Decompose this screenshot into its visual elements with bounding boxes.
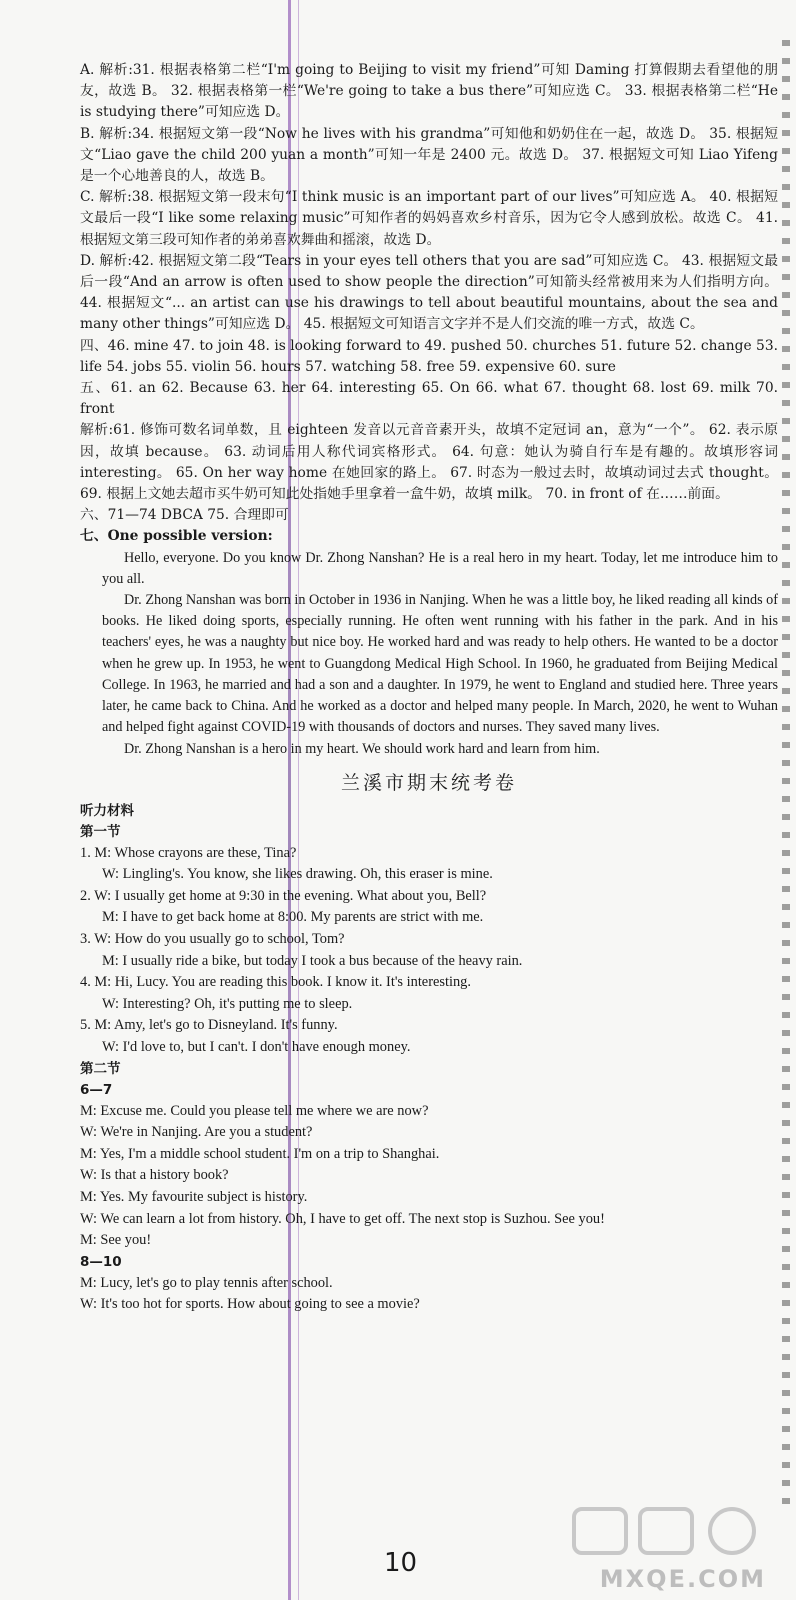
- essay-paragraph: Dr. Zhong Nanshan is a hero in my heart. We should work hard and learn from him.: [124, 740, 600, 757]
- listening-heading: 听力材料: [80, 802, 134, 819]
- content-column: [80, 60, 778, 1316]
- page-number: 10: [384, 1548, 418, 1578]
- answer-section-five-explanation: 解析:61. 修饰可数名词单数，且 eighteen 发音以元音音素开头，故填不定冠词 an，意为“一个”。 62. 表示原因，故填 because。 63. 动词后用人称代词宾格形式。 64. 句意：她认为骑自行车是有趣的。故填形容词 interesting。 65. On her way home 在她回家的路上。 67. 时态为一般过去时，故填动词过去式 thought。 69. 根据上文她去超市买牛奶可知此处指她手里拿着一盒牛奶，故填 milk。 70. in front of 在……前面。: [80, 422, 778, 503]
- dialogue-line: W: I'd love to, but I can't. I don't have enough money.: [102, 1039, 411, 1056]
- listening-section-1: 第一节: [80, 823, 121, 840]
- dialogue-line: 2. W: I usually get home at 9:30 in the evening. What about you, Bell?: [80, 887, 487, 904]
- dialogue-line: 1. M: Whose crayons are these, Tina?: [80, 844, 297, 861]
- answer-section-four: 四、46. mine 47. to join 48. is looking forward to 49. pushed 50. churches 51. future 52. change 53. life 54. jobs 55. violin 56. hours 57. watching 58. free 59. expensive 60. sure: [80, 337, 778, 375]
- answer-section-five: 五、61. an 62. Because 63. her 64. interesting 65. On 66. what 67. thought 68. lost 69. milk 70. front: [80, 380, 778, 418]
- dialogue-line: W: Is that a history book?: [80, 1167, 229, 1184]
- dialogue-line: 5. M: Amy, let's go to Disneyland. It's funny.: [80, 1017, 338, 1034]
- dialogue-line: M: Lucy, let's go to play tennis after school.: [80, 1274, 333, 1291]
- dialogue-line: M: Yes, I'm a middle school student. I'm on a trip to Shanghai.: [80, 1145, 440, 1162]
- answer-section-seven-title: 七、One possible version:: [80, 528, 273, 545]
- dialogue-line: 3. W: How do you usually go to school, Tom?: [80, 931, 345, 948]
- dialogue-line: M: I usually ride a bike, but today I took a bus because of the heavy rain.: [102, 952, 523, 969]
- watermark-text: MXQE.COM: [599, 1565, 766, 1593]
- essay-paragraph: Hello, everyone. Do you know Dr. Zhong Nanshan? He is a real hero in my heart. Today, let me introduce him to you all.: [102, 549, 778, 587]
- answer-section-six: 六、71—74 DBCA 75. 合理即可: [80, 507, 289, 524]
- answer-b: B. 解析:34. 根据短文第一段“Now he lives with his grandma”可知他和奶奶住在一起，故选 D。 35. 根据短文“Liao gave the child 200 yuan a month”可知一年是 2400 元。故选 D。 37. 根据短文可知 Liao Yifeng 是一个心地善良的人，故选 B。: [80, 125, 778, 185]
- dialogue-line: 4. M: Hi, Lucy. You are reading this book. I know it. It's interesting.: [80, 974, 471, 991]
- answer-a: A. 解析:31. 根据表格第二栏“I'm going to Beijing to visit my friend”可知 Daming 打算假期去看望他的朋友，故选 B。 32. 根据表格第一栏“We're going to take a bus there”可知应选 C。 33. 根据表格第二栏“He is studying there”可知应选 D。: [80, 62, 778, 121]
- dialogue-line: W: It's too hot for sports. How about going to see a movie?: [80, 1296, 420, 1313]
- perforated-edge: [782, 40, 790, 1510]
- exam-title: 兰溪市期末统考卷: [340, 771, 517, 794]
- listening-section-2: 第二节: [80, 1060, 121, 1077]
- answer-d: D. 解析:42. 根据短文第二段“Tears in your eyes tell others that you are sad”可知应选 C。 43. 根据短文最后一段“And an arrow is often used to show people the direction”可知箭头经常被用来为人们指明方向。 44. 根据短文“... an artist can use his drawings to tell about beautiful mountains, about the sea and many other things”可知应选 D。 45. 根据短文可知语言文字并不是人们交流的唯一方式，故选 C。: [80, 252, 778, 333]
- question-group-6-7: 6—7: [80, 1081, 113, 1098]
- dialogue-line: W: We can learn a lot from history. Oh, I have to get off. The next stop is Suzhou. See you!: [80, 1210, 605, 1227]
- dialogue-line: M: See you!: [80, 1232, 152, 1249]
- question-group-8-10: 8—10: [80, 1253, 122, 1270]
- dialogue-line: W: Interesting? Oh, it's putting me to sleep.: [102, 995, 353, 1012]
- dialogue-line: M: I have to get back home at 8:00. My parents are strict with me.: [102, 909, 484, 926]
- answer-c: C. 解析:38. 根据短文第一段末句“I think music is an important part of our lives”可知应选 A。 40. 根据短文最后一段“I like some relaxing music”可知作者的妈妈喜欢乡村音乐，因为它令人感到放松。故选 C。 41. 根据短文第三段可知作者的弟弟喜欢舞曲和摇滚，故选 D。: [80, 189, 778, 248]
- dialogue-line: M: Yes. My favourite subject is history.: [80, 1189, 308, 1206]
- dialogue-line: W: We're in Nanjing. Are you a student?: [80, 1124, 313, 1141]
- dialogue-line: W: Lingling's. You know, she likes drawing. Oh, this eraser is mine.: [102, 866, 493, 883]
- essay-paragraph: Dr. Zhong Nanshan was born in October in 1936 in Nanjing. When he was a little boy, he liked reading all kinds of books. He liked doing sports, especially running. He often went running with his father in the park. And in his teachers' eyes, he was a naughty but nice boy. He worked hard and was ready to help others. He wanted to be a doctor when he grew up. In 1953, he went to Guangdong Medical High School. In 1960, he graduated from Beijing Medical College. In 1963, he married and had a son and a daughter. In 1979, he went to England and studied here. Three years later, he came back to China. And he worked as a doctor and helped many people. In March, 2020, he went to Wuhan and helped fight against COVID-19 with thousands of doctors and nurses. They saved many lives.: [102, 592, 778, 736]
- dialogue-line: M: Excuse me. Could you please tell me where we are now?: [80, 1102, 429, 1119]
